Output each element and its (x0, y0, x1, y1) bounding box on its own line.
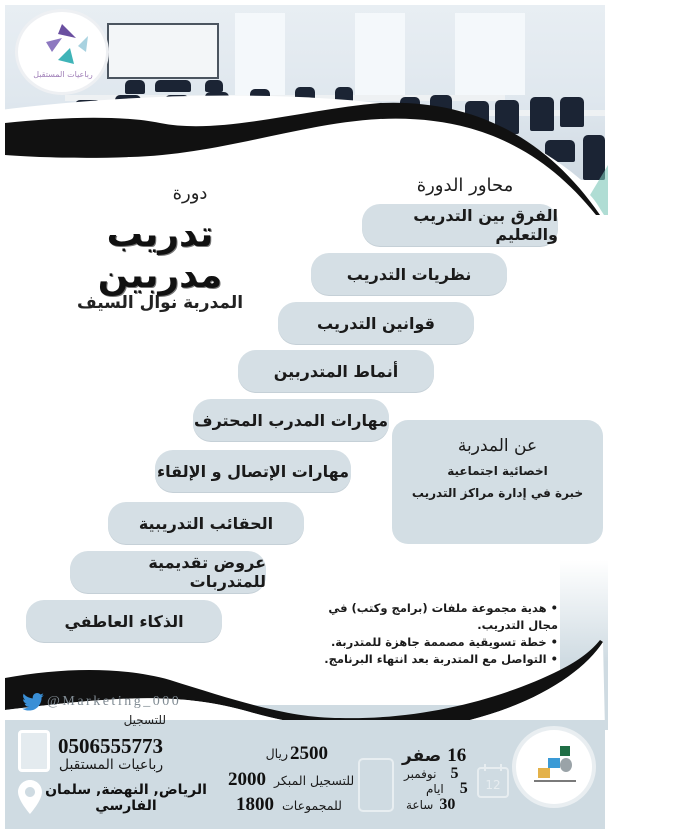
partner-logo-text (534, 780, 576, 782)
about-trainer-line: اخصائية اجتماعية (447, 464, 548, 478)
twitter-handle[interactable]: @Marketing_000 (22, 693, 181, 711)
address: الرياض, النهضة, سلمان الفارسي (45, 782, 207, 814)
schedule-label: نوفمبر (404, 767, 437, 781)
price-label: للمجموعات (282, 798, 342, 813)
about-trainer-card (392, 420, 603, 544)
projector-screen (107, 23, 219, 79)
partner-logo-square (538, 768, 550, 778)
window (235, 13, 285, 95)
price-amount: 1800 (236, 794, 274, 815)
chair (125, 80, 145, 94)
calendar-icon (476, 763, 510, 799)
course-axes-title: محاور الدورة (416, 175, 514, 196)
axis-item: الذكاء العاطفي (26, 600, 222, 642)
mobile-phone-icon (18, 730, 50, 772)
bonus-item: • هدية مجموعة ملفات (برامج وكتب) في مجال التدريب. (328, 601, 558, 632)
partner-logo (516, 730, 592, 804)
location-pin-icon (18, 780, 42, 814)
schedule-label: ايام (426, 782, 444, 796)
schedule-value: 16 (447, 745, 467, 766)
price-amount: 2500 (290, 743, 328, 764)
window (455, 13, 525, 95)
chair (155, 80, 191, 92)
schedule-value: 5 (450, 765, 459, 782)
price-row (228, 769, 354, 791)
axis-item: مهارات المدرب المحترف (193, 399, 389, 441)
twitter-bird-icon (22, 693, 44, 711)
partner-logo-square (548, 758, 560, 768)
schedule-label: صفر (402, 746, 442, 766)
price-amount: 2000 (228, 769, 266, 790)
phone-number[interactable]: 0506555773 (58, 734, 163, 758)
about-trainer-title: عن المدربة (457, 436, 538, 456)
window (355, 13, 405, 95)
partner-logo-gear (560, 758, 572, 772)
course-title: تدريب مدربين (97, 214, 223, 296)
bonus-item: • التواصل مع المتدربة بعد انتهاء البرنامج. (324, 652, 558, 666)
register-label: للتسجيل (123, 713, 166, 727)
schedule-value: 5 (459, 780, 468, 797)
axis-item: مهارات الإتصال و الإلقاء (155, 450, 351, 492)
schedule-label: ساعة (406, 798, 434, 812)
brand-logo-text: رباعيات المستقبل (33, 70, 93, 79)
organization-name: رباعيات المستقبل (58, 757, 164, 773)
price-label: ريال (265, 746, 288, 761)
price-row (236, 794, 342, 816)
course-label: دورة (172, 183, 208, 204)
brand-logo (18, 12, 106, 92)
about-trainer-line: خبرة في إدارة مراكز التدريب (411, 486, 584, 500)
price-row (290, 743, 328, 765)
svg-text:12: 12 (485, 778, 501, 792)
bonus-item: • خطة تسويقية مصممة جاهزة للمتدربة. (330, 635, 558, 649)
axis-item: نظريات التدريب (311, 253, 507, 295)
schedule-row (406, 796, 455, 814)
price-label-row (258, 746, 288, 761)
chair (205, 80, 223, 92)
document-icon (358, 758, 394, 812)
axis-item: أنماط المتدربين (238, 350, 434, 392)
brand-logo-icon (18, 12, 106, 72)
price-label: للتسجيل المبكر (274, 773, 355, 788)
axis-item: الفرق بين التدريب والتعليم (362, 204, 558, 246)
partner-logo-square (560, 746, 570, 756)
trainer-name: المدربة نوال السيف (76, 293, 244, 313)
axis-item: قوانين التدريب (278, 302, 474, 344)
axis-item: عروض تقديمية للمتدربات (70, 551, 266, 593)
axis-item: الحقائب التدريبية (108, 502, 304, 544)
top-wave-divider (0, 95, 608, 215)
schedule-value: 30 (439, 796, 456, 813)
schedule-row (402, 745, 466, 767)
